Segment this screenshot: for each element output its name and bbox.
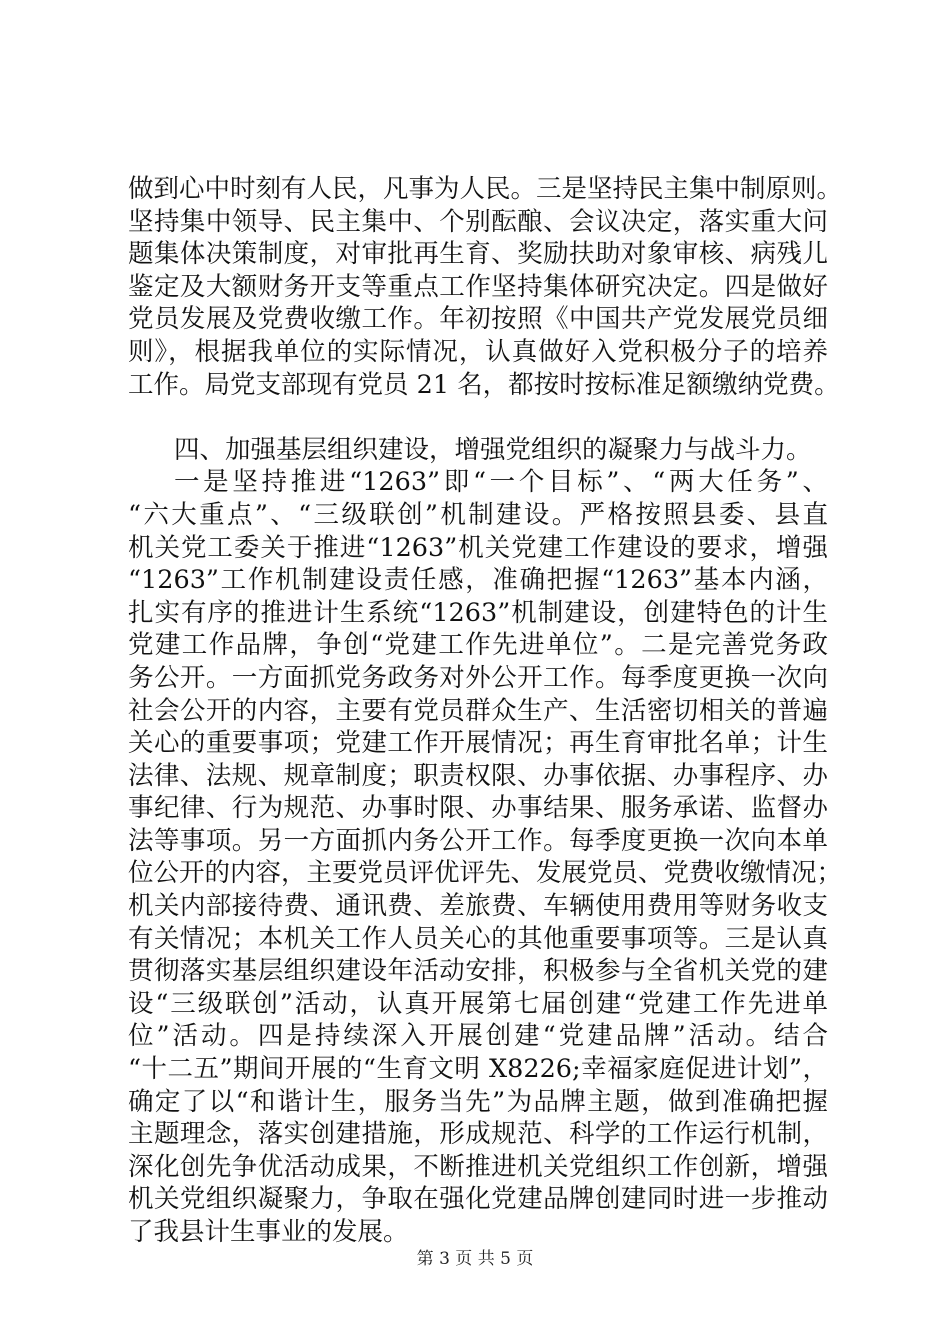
- paragraph-2: [128, 466, 843, 1248]
- paragraph-2-line: 贯彻落实基层组织建设年活动安排，积极参与全省机关党的建: [128, 956, 828, 987]
- paragraph-1: [128, 173, 843, 401]
- paragraph-2-line: “1263”工作机制建设责任感，准确把握“1263”基本内涵，: [128, 565, 828, 596]
- paragraph-2-line: 主题理念，落实创建措施，形成规范、科学的工作运行机制，: [128, 1119, 828, 1150]
- paragraph-2-line: 法律、法规、规章制度；职责权限、办事依据、办事程序、办: [128, 760, 828, 791]
- paragraph-2-line: 一是坚持推进“1263”即“一个目标”、“两大任务”、: [174, 467, 828, 498]
- paragraph-2-line: 关心的重要事项；党建工作开展情况；再生育审批名单；计生: [128, 728, 828, 759]
- section-heading-text: 四、加强基层组织建设，增强党组织的凝聚力与战斗力。: [174, 434, 812, 465]
- paragraph-1-line: 鉴定及大额财务开支等重点工作坚持集体研究决定。四是做好: [128, 271, 828, 302]
- paragraph-2-line: 确定了以“和谐计生，服务当先”为品牌主题，做到准确把握: [128, 1086, 828, 1117]
- paragraph-spacer: [128, 401, 828, 434]
- paragraph-2-line: 扎实有序的推进计生系统“1263”机制建设，创建特色的计生: [128, 597, 828, 628]
- paragraph-2-line: 位公开的内容，主要党员评优评先、发展党员、党费收缴情况；: [128, 858, 843, 889]
- paragraph-2-line: 机关党工委关于推进“1263”机关党建工作建设的要求，增强: [128, 532, 828, 563]
- paragraph-1-line: 则》，根据我单位的实际情况，认真做好入党积极分子的培养: [128, 336, 828, 367]
- paragraph-2-line: 法等事项。另一方面抓内务公开工作。每季度更换一次向本单: [128, 825, 828, 856]
- paragraph-1-line: 党员发展及党费收缴工作。年初按照《中国共产党发展党员细: [128, 304, 828, 335]
- paragraph-2-line: 党建工作品牌，争创“党建工作先进单位”。二是完善党务政: [128, 630, 828, 661]
- paragraph-1-line: 题集体决策制度，对审批再生育、奖励扶助对象审核、病残儿: [128, 239, 828, 270]
- paragraph-1-line: 做到心中时刻有人民，凡事为人民。三是坚持民主集中制原则。: [128, 174, 843, 204]
- paragraph-2-line: 机关党组织凝聚力，争取在强化党建品牌创建同时进一步推动: [128, 1184, 828, 1215]
- paragraph-2-line: 位”活动。四是持续深入开展创建“党建品牌”活动。结合: [128, 1021, 828, 1052]
- paragraph-2-line: 机关内部接待费、通讯费、差旅费、车辆使用费用等财务收支: [128, 891, 828, 922]
- paragraph-2-line: 社会公开的内容，主要有党员群众生产、生活密切相关的普遍: [128, 695, 828, 726]
- paragraph-2-line: 事纪律、行为规范、办事时限、办事结果、服务承诺、监督办: [128, 793, 828, 824]
- section-heading: [128, 434, 828, 467]
- paragraph-2-line: “六大重点”、“三级联创”机制建设。严格按照县委、县直: [128, 499, 828, 530]
- paragraph-2-line: 务公开。一方面抓党务政务对外公开工作。每季度更换一次向: [128, 662, 828, 693]
- paragraph-2-line: “十二五”期间开展的“生育文明 X8226;幸福家庭促进计划”，: [128, 1054, 828, 1085]
- paragraph-1-line: 工作。局党支部现有党员 21 名，都按时按标准足额缴纳党费。: [128, 369, 840, 400]
- paragraph-2-line: 深化创先争优活动成果，不断推进机关党组织工作创新，增强: [128, 1151, 828, 1182]
- paragraph-2-line: 有关情况；本机关工作人员关心的其他重要事项等。三是认真: [128, 923, 828, 954]
- page-number-footer: 第 3 页 共 5 页: [416, 1249, 534, 1269]
- document-body: [128, 173, 843, 1249]
- paragraph-2-line: 设“三级联创”活动，认真开展第七届创建“党建工作先进单: [128, 988, 828, 1019]
- paragraph-1-line: 坚持集中领导、民主集中、个别酝酿、会议决定，落实重大问: [128, 206, 828, 237]
- paragraph-2-line: 了我县计生事业的发展。: [128, 1217, 409, 1247]
